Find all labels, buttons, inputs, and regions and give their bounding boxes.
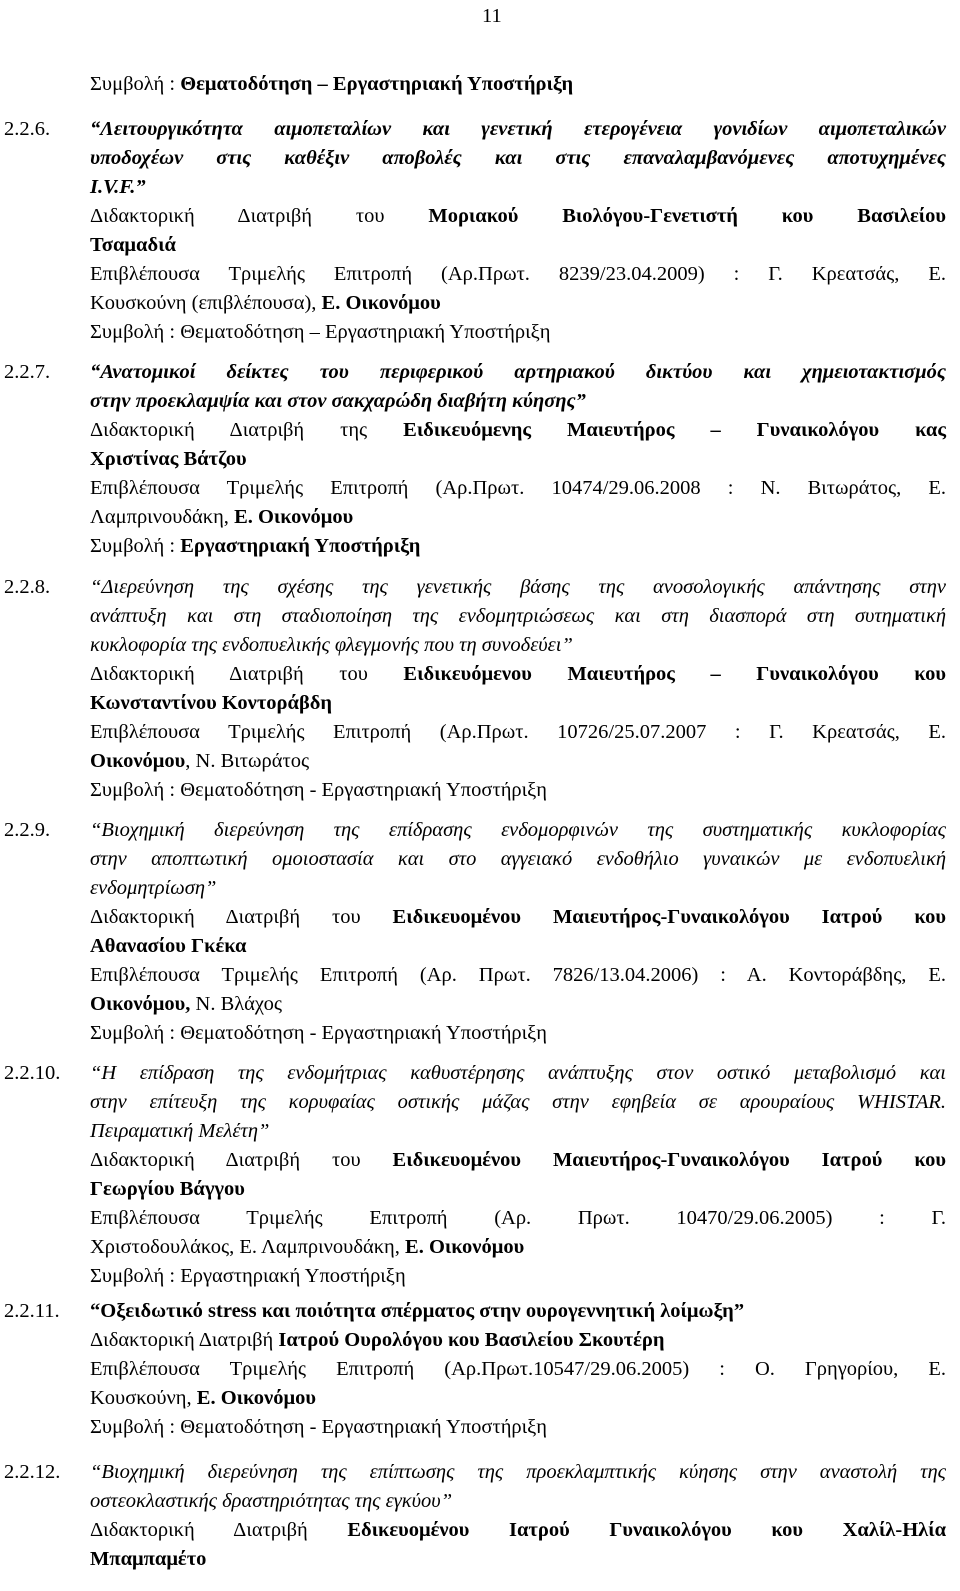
entry-title-line: “Η επίδραση της ενδομήτριας καθυστέρησης ανάπτυξης στον οστικό μεταβολισμό και xyxy=(90,1062,946,1084)
entry-title-line: ανάπτυξη και στη σταδιοποίηση της ενδομητριώσεως και στη διασπορά στη συτηματική xyxy=(90,605,946,627)
entry-title-line: “Βιοχημική διερεύνηση της επίδρασης ενδομορφινών της συστηματικής κυκλοφορίας xyxy=(90,819,946,841)
entry-title-line: κυκλοφορία της ενδοπυελικής φλεγμονής που τη συνοδεύει” xyxy=(90,634,573,656)
thesis-author: Διδακτορική Διατριβή του Ειδικευομένου Μαιευτήρος-Γυναικολόγου Ιατρού κου xyxy=(90,1149,946,1171)
entry-title-line: “Διερεύνηση της σχέσης της γενετικής βάσης της ανοσολογικής απάντησης στην xyxy=(90,576,946,598)
thesis-author-name: Αθανασίου Γκέκα xyxy=(90,935,247,957)
entry-number: 2.2.9. xyxy=(4,819,51,841)
thesis-author: Διδακτορική Διατριβή Εδικευομένου Ιατρού Γυναικολόγου κου Χαλίλ-Ηλία xyxy=(90,1519,947,1541)
contribution-line: Συμβολή : Θεματοδότηση - Εργαστηριακή Υποστήριξη xyxy=(90,1022,548,1044)
thesis-author: Διδακτορική Διατριβή της Ειδικευόμενης Μαιευτήρος – Γυναικολόγου κας xyxy=(90,419,947,441)
committee-line: Επιβλέπουσα Τριμελής Επιτροπή (Αρ.Πρωτ. 8239/23.04.2009) : Γ. Κρεατσάς, Ε. xyxy=(90,263,946,285)
entry-title-line: “Οξειδωτικό stress και ποιότητα σπέρματος στην ουρογεννητική λοίμωξη” xyxy=(90,1300,745,1322)
committee-line: Λαμπρινουδάκη, Ε. Οικονόμου xyxy=(90,506,354,528)
page-number: 11 xyxy=(482,5,502,27)
committee-line: Επιβλέπουσα Τριμελής Επιτροπή (Αρ. Πρωτ. 10470/29.06.2005) : Γ. xyxy=(90,1207,946,1229)
contribution-line: Συμβολή : Εργαστηριακή Υποστήριξη xyxy=(90,535,421,557)
thesis-author: Διδακτορική Διατριβή του Ειδικευομένου Μαιευτήρος-Γυναικολόγου Ιατρού κου xyxy=(90,906,946,928)
entry-number: 2.2.6. xyxy=(4,118,51,140)
entry-title-line: υποδοχέων στις καθέξιν αποβολές και στις επαναλαμβανόμενες αποτυχημένες xyxy=(90,147,946,169)
thesis-entry-2-2-6 xyxy=(0,115,960,347)
entry-number: 2.2.10. xyxy=(4,1062,61,1084)
entry-title-line: στην προεκλαμψία και στον σακχαρώδη διαβήτη κύησης” xyxy=(90,390,586,412)
contribution-line: Συμβολή : Θεματοδότηση – Εργαστηριακή Υποστήριξη xyxy=(90,321,551,343)
entry-number: 2.2.11. xyxy=(4,1300,60,1322)
thesis-author-name: Μπαμπαμέτο xyxy=(90,1548,207,1570)
thesis-author: Διδακτορική Διατριβή Ιατρού Ουρολόγου κου Βασιλείου Σκουτέρη xyxy=(90,1329,665,1351)
committee-line: Επιβλέπουσα Τριμελής Επιτροπή (Αρ. Πρωτ. 7826/13.04.2006) : Α. Κοντοράβδης, Ε. xyxy=(90,964,946,986)
thesis-entry-2-2-11 xyxy=(0,1297,960,1442)
thesis-author-name: Χριστίνας Βάτζου xyxy=(90,448,247,470)
thesis-author-name: Τσαμαδιά xyxy=(90,234,176,256)
committee-line: Επιβλέπουσα Τριμελής Επιτροπή (Αρ.Πρωτ. 10474/29.06.2008 : Ν. Βιτωράτος, Ε. xyxy=(90,477,946,499)
entry-title-line: “Ανατομικοί δείκτες του περιφερικού αρτηριακού δικτύου και χημειοτακτισμός xyxy=(90,361,946,383)
thesis-author: Διδακτορική Διατριβή του Ειδικευόμενου Μαιευτήρος – Γυναικολόγου κου xyxy=(90,663,946,685)
thesis-entry-2-2-9 xyxy=(0,816,960,1048)
entry-title-line: οστεοκλαστικής δραστηριότητας της εγκύου” xyxy=(90,1490,453,1512)
entry-number: 2.2.12. xyxy=(4,1461,61,1483)
thesis-entry-2-2-8 xyxy=(0,573,960,805)
thesis-entry-2-2-10 xyxy=(0,1059,960,1291)
committee-line: Επιβλέπουσα Τριμελής Επιτροπή (Αρ.Πρωτ.10547/29.06.2005) : Ο. Γρηγορίου, Ε. xyxy=(90,1358,946,1380)
thesis-entry-2-2-12 xyxy=(0,1458,960,1574)
entry-title-line: στην αποπτωτική ομοιοστασία και στο αγγειακό ενδοθήλιο γυναικών με ενδοπυελική xyxy=(90,848,946,870)
entry-title-line: ενδομητρίωση” xyxy=(90,877,217,899)
committee-line: Χριστοδουλάκος, Ε. Λαμπρινουδάκη, Ε. Οικονόμου xyxy=(90,1236,525,1258)
thesis-author-name: Κωνσταντίνου Κοντοράβδη xyxy=(90,692,333,714)
thesis-author: Διδακτορική Διατριβή του Μοριακού Βιολόγου-Γενετιστή κου Βασιλείου xyxy=(90,205,946,227)
entry-title-line: Πειραματική Μελέτη” xyxy=(90,1120,270,1142)
entry-number: 2.2.7. xyxy=(4,361,51,383)
entry-title-line: I.V.F.” xyxy=(90,176,146,198)
entry-title-line: “Λειτουργικότητα αιμοπεταλίων και γενετική ετερογένεια γονιδίων αιμοπεταλικών xyxy=(90,118,946,140)
committee-line: Οικονόμου, Ν. Βιτωράτος xyxy=(90,750,310,772)
entry-title-line: στην επίτευξη της κορυφαίας οστικής μάζας στην εφηβεία σε αρουραίους WHISTAR. xyxy=(90,1091,946,1113)
contribution-line: Συμβολή : Θεματοδότηση - Εργαστηριακή Υποστήριξη xyxy=(90,1416,548,1438)
entry-title-line: “Βιοχημική διερεύνηση της επίπτωσης της προεκλαμπτικής κύησης στην αναστολή της xyxy=(90,1461,946,1483)
thesis-entry-2-2-7 xyxy=(0,358,960,561)
previous-entry-contribution: Συμβολή : Θεματοδότηση – Εργαστηριακή Υποστήριξη xyxy=(90,73,574,95)
committee-line: Οικονόμου, Ν. Βλάχος xyxy=(90,993,282,1015)
contribution-line: Συμβολή : Θεματοδότηση - Εργαστηριακή Υποστήριξη xyxy=(90,779,548,801)
committee-line: Κουσκούνη (επιβλέπουσα), Ε. Οικονόμου xyxy=(90,292,441,314)
committee-line: Κουσκούνη, Ε. Οικονόμου xyxy=(90,1387,316,1409)
thesis-author-name: Γεωργίου Βάγγου xyxy=(90,1178,245,1200)
entry-number: 2.2.8. xyxy=(4,576,51,598)
committee-line: Επιβλέπουσα Τριμελής Επιτροπή (Αρ.Πρωτ. 10726/25.07.2007 : Γ. Κρεατσάς, Ε. xyxy=(90,721,946,743)
contribution-line: Συμβολή : Εργαστηριακή Υποστήριξη xyxy=(90,1265,406,1287)
